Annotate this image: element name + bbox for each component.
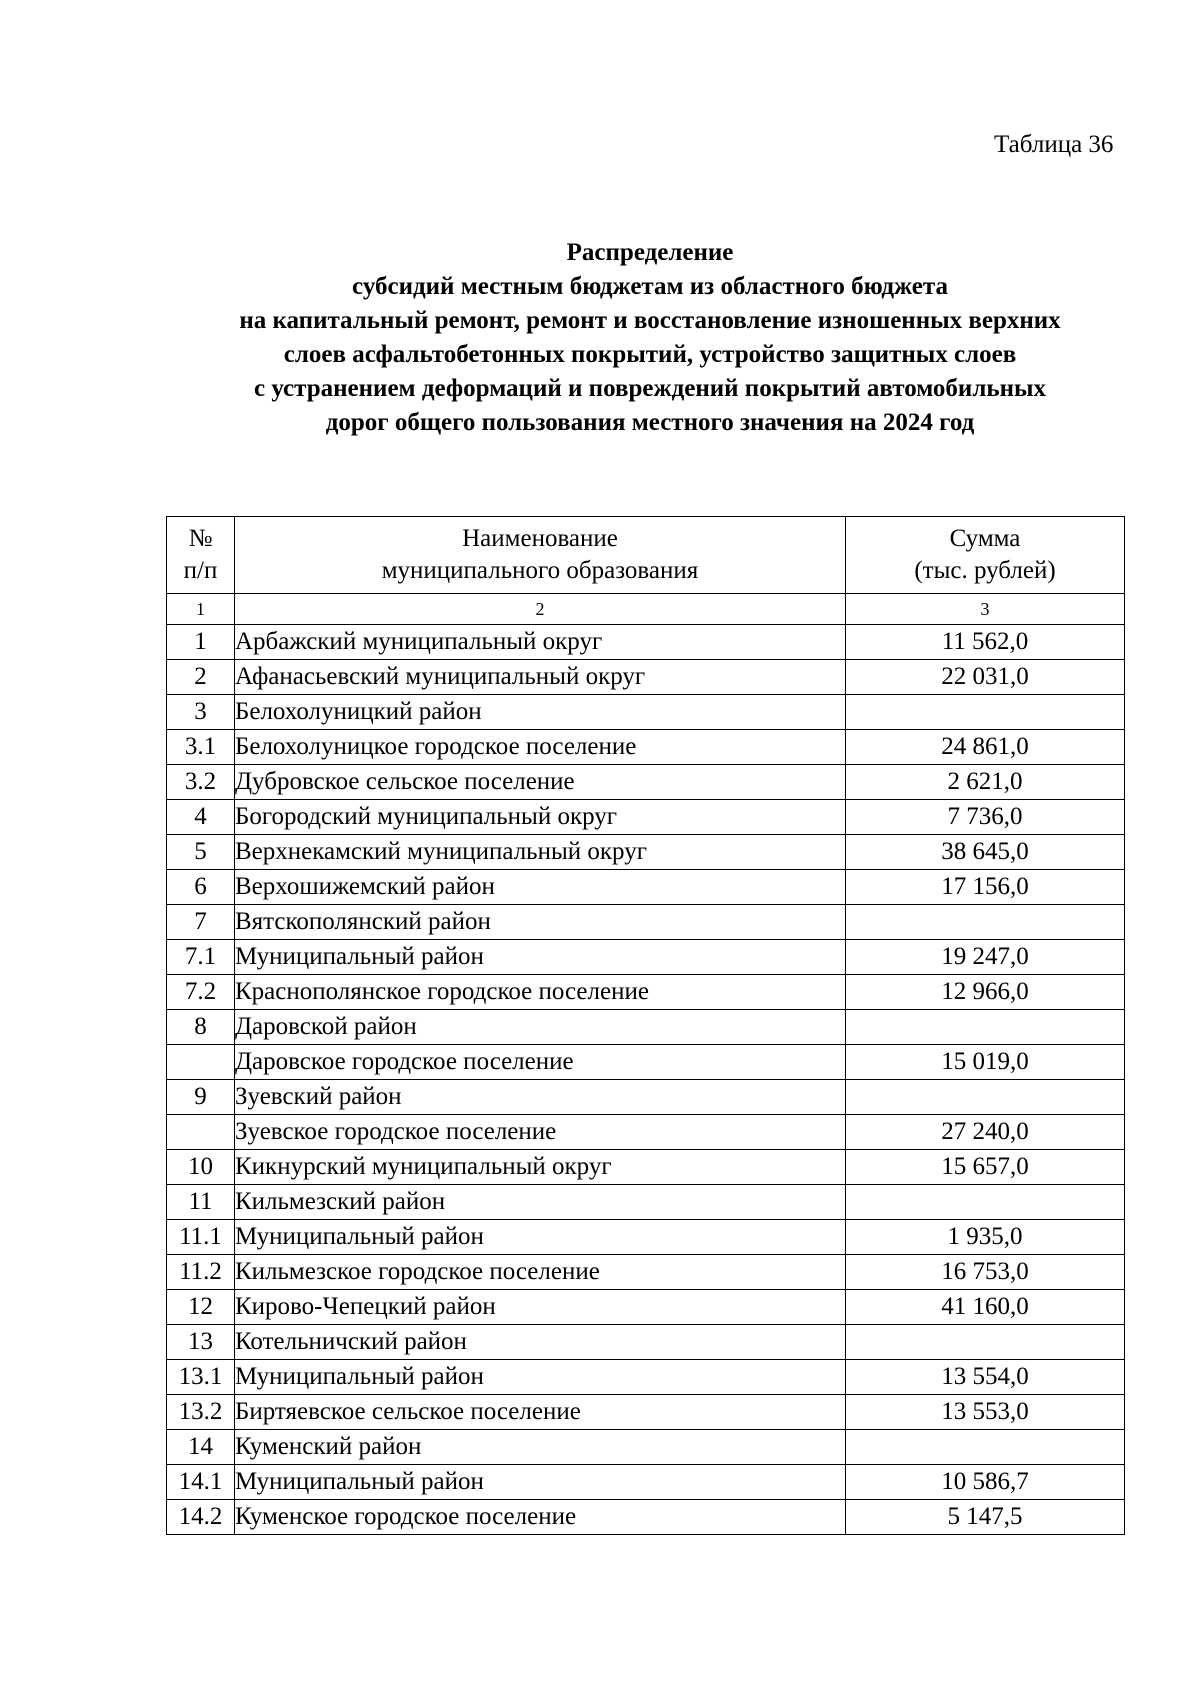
row-number: 9 — [167, 1080, 235, 1115]
table-row — [167, 1115, 1125, 1150]
table-row — [167, 1220, 1125, 1255]
row-number: 10 — [167, 1150, 235, 1185]
row-amount: 7 736,0 — [846, 800, 1125, 835]
table-row — [167, 1430, 1125, 1465]
column-index: 3 — [846, 594, 1125, 625]
row-name: Кикнурский муниципальный округ — [235, 1150, 846, 1185]
row-number: 14 — [167, 1430, 235, 1465]
header-name: Наименование муниципального образования — [235, 517, 846, 594]
row-name: Зуевский район — [235, 1080, 846, 1115]
row-number: 13.2 — [167, 1395, 235, 1430]
row-name: Арбажский муниципальный округ — [235, 625, 846, 660]
row-amount: 24 861,0 — [846, 730, 1125, 765]
table-row — [167, 1500, 1125, 1535]
table-row — [167, 1255, 1125, 1290]
row-name: Верхошижемский район — [235, 870, 846, 905]
row-amount: 1 935,0 — [846, 1220, 1125, 1255]
row-number: 11.2 — [167, 1255, 235, 1290]
table-row — [167, 905, 1125, 940]
row-number: 6 — [167, 870, 235, 905]
row-name: Кирово-Чепецкий район — [235, 1290, 846, 1325]
row-name: Кильмезский район — [235, 1185, 846, 1220]
row-amount: 11 562,0 — [846, 625, 1125, 660]
row-number: 3 — [167, 695, 235, 730]
table-row — [167, 1395, 1125, 1430]
row-name: Белохолуницкий район — [235, 695, 846, 730]
table-row — [167, 1465, 1125, 1500]
row-name: Муниципальный район — [235, 1360, 846, 1395]
table-row — [167, 975, 1125, 1010]
row-amount: 2 621,0 — [846, 765, 1125, 800]
document-heading — [150, 236, 1150, 440]
row-number: 13.1 — [167, 1360, 235, 1395]
row-amount: 22 031,0 — [846, 660, 1125, 695]
row-name: Верхнекамский муниципальный округ — [235, 835, 846, 870]
row-amount: 15 019,0 — [846, 1045, 1125, 1080]
row-name: Богородский муниципальный округ — [235, 800, 846, 835]
row-name: Куменский район — [235, 1430, 846, 1465]
table-row — [167, 660, 1125, 695]
row-number: 14.1 — [167, 1465, 235, 1500]
table-row — [167, 730, 1125, 765]
table-row — [167, 1150, 1125, 1185]
row-name: Куменское городское поселение — [235, 1500, 846, 1535]
row-amount: 10 586,7 — [846, 1465, 1125, 1500]
row-amount — [846, 1010, 1125, 1045]
header-sum: Сумма (тыс. рублей) — [846, 517, 1125, 594]
row-name: Муниципальный район — [235, 1220, 846, 1255]
row-name: Муниципальный район — [235, 1465, 846, 1500]
heading-line: слоев асфальтобетонных покрытий, устройство защитных слоев — [283, 341, 1017, 368]
heading-line: дорог общего пользования местного значения на 2024 год — [325, 409, 975, 436]
row-name: Вятскополянский район — [235, 905, 846, 940]
row-amount — [846, 1325, 1125, 1360]
table-row — [167, 1290, 1125, 1325]
row-number: 13 — [167, 1325, 235, 1360]
row-amount — [846, 1080, 1125, 1115]
row-name: Котельничский район — [235, 1325, 846, 1360]
table-row — [167, 835, 1125, 870]
table-body — [167, 625, 1125, 1535]
heading-line: с устранением деформаций и повреждений покрытий автомобильных — [253, 375, 1046, 402]
table-row — [167, 940, 1125, 975]
table-row — [167, 800, 1125, 835]
row-number: 3.1 — [167, 730, 235, 765]
row-amount: 16 753,0 — [846, 1255, 1125, 1290]
row-amount: 13 553,0 — [846, 1395, 1125, 1430]
row-name: Даровское городское поселение — [235, 1045, 846, 1080]
row-number: 11 — [167, 1185, 235, 1220]
row-number: 5 — [167, 835, 235, 870]
row-amount — [846, 1185, 1125, 1220]
table-row — [167, 1080, 1125, 1115]
table-row — [167, 765, 1125, 800]
row-amount — [846, 1430, 1125, 1465]
table-row — [167, 1325, 1125, 1360]
row-amount: 17 156,0 — [846, 870, 1125, 905]
row-name: Краснополянское городское поселение — [235, 975, 846, 1010]
row-name: Муниципальный район — [235, 940, 846, 975]
table-row — [167, 695, 1125, 730]
row-name: Дубровское сельское поселение — [235, 765, 846, 800]
row-number: 8 — [167, 1010, 235, 1045]
heading-line: субсидий местным бюджетам из областного бюджета — [352, 273, 948, 300]
row-name: Белохолуницкое городское поселение — [235, 730, 846, 765]
row-number: 14.2 — [167, 1500, 235, 1535]
heading-line: Распределение — [566, 239, 734, 266]
row-number — [167, 1045, 235, 1080]
row-amount: 41 160,0 — [846, 1290, 1125, 1325]
column-index: 1 — [167, 594, 235, 625]
column-index-row — [167, 594, 1125, 625]
table-row — [167, 1010, 1125, 1045]
header-number: № п/п — [167, 517, 235, 594]
row-number: 7.2 — [167, 975, 235, 1010]
row-number: 4 — [167, 800, 235, 835]
row-amount: 38 645,0 — [846, 835, 1125, 870]
table-row — [167, 870, 1125, 905]
row-number: 7 — [167, 905, 235, 940]
table-row — [167, 1360, 1125, 1395]
table-header-row — [167, 517, 1125, 594]
row-number: 12 — [167, 1290, 235, 1325]
subsidy-table — [166, 516, 1125, 1535]
row-name: Афанасьевский муниципальный округ — [235, 660, 846, 695]
row-amount — [846, 905, 1125, 940]
row-amount — [846, 695, 1125, 730]
row-amount: 15 657,0 — [846, 1150, 1125, 1185]
row-name: Кильмезское городское поселение — [235, 1255, 846, 1290]
heading-line: на капитальный ремонт, ремонт и восстановление изношенных верхних — [239, 307, 1061, 334]
row-name: Биртяевское сельское поселение — [235, 1395, 846, 1430]
column-index: 2 — [235, 594, 846, 625]
row-number: 11.1 — [167, 1220, 235, 1255]
table-row — [167, 1045, 1125, 1080]
row-amount: 5 147,5 — [846, 1500, 1125, 1535]
row-name: Зуевское городское поселение — [235, 1115, 846, 1150]
row-amount: 19 247,0 — [846, 940, 1125, 975]
row-number: 1 — [167, 625, 235, 660]
table-row — [167, 625, 1125, 660]
row-amount: 12 966,0 — [846, 975, 1125, 1010]
row-number: 3.2 — [167, 765, 235, 800]
row-amount: 27 240,0 — [846, 1115, 1125, 1150]
table-row — [167, 1185, 1125, 1220]
row-amount: 13 554,0 — [846, 1360, 1125, 1395]
table-number: Таблица 36 — [994, 131, 1114, 158]
row-number: 2 — [167, 660, 235, 695]
row-name: Даровской район — [235, 1010, 846, 1045]
row-number: 7.1 — [167, 940, 235, 975]
row-number — [167, 1115, 235, 1150]
